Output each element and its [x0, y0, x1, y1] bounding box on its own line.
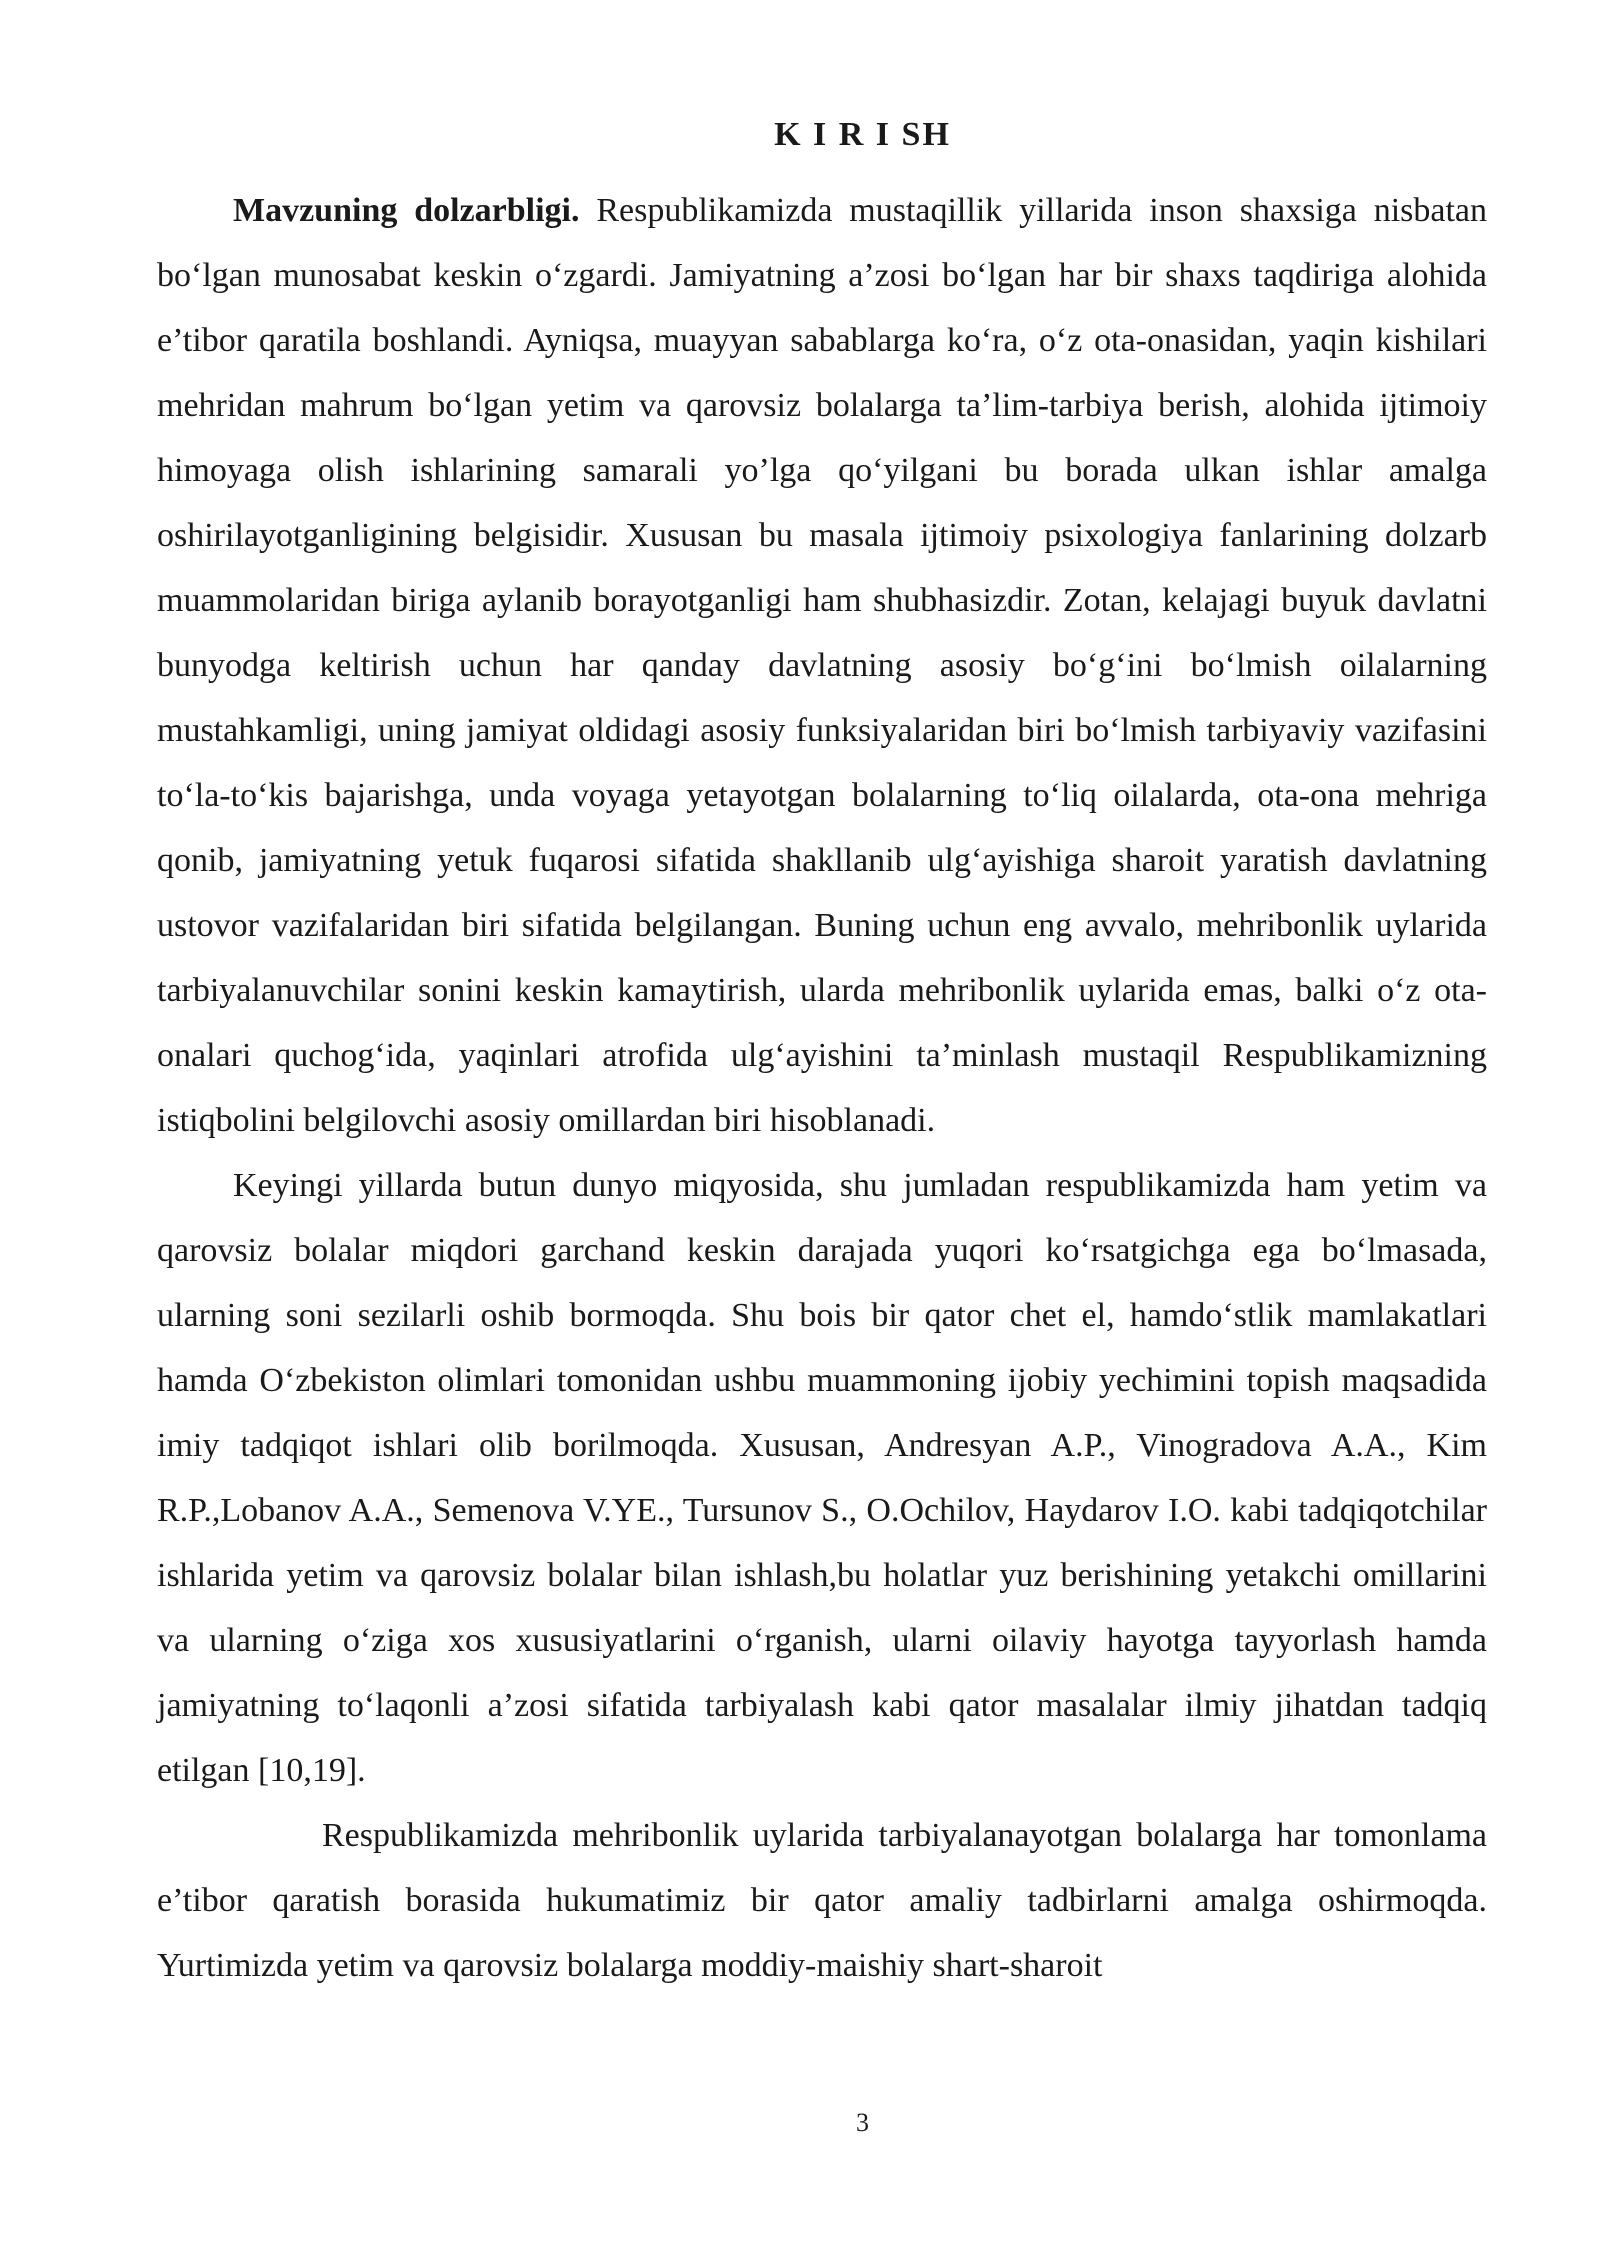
paragraph-lead: Mavzuning dolzarbligi. [233, 192, 580, 229]
document-body [157, 178, 1487, 1998]
paragraph-text: Keyingi yillarda butun dunyo miqyosida, shu jumladan respublikamizda ham yetim va qarovsiz bolalar miqdori garchand keskin darajada yuqori ko‘rsatgichga ega bo‘lmasada, ularning soni sezilarli oshib bormoqda. Shu bois bir qator chet el, hamdo‘stlik mamlakatlari hamda O‘zbekiston olimlari tomonidan ushbu muammoning ijobiy yechimini topish maqsadida imiy tadqiqot ishlari olib borilmoqda. Xususan, Andresyan A.P., Vinogradova A.A., Kim R.P.,Lobanov A.A., Semenova V.YE., Tursunov S., O.Ochilov, Haydarov I.O. kabi tadqiqotchilar ishlarida yetim va qarovsiz bolalar bilan ishlash,bu holatlar yuz berishining yetakchi omillarini va ularning o‘ziga xos xususiyatlarini o‘rganish, ularni oilaviy hayotga tayyorlash hamda jamiyatning to‘laqonli a’zosi sifatida tarbiyalash kabi qator masalalar ilmiy jihatdan tadqiq etilgan [10,19]. [157, 1167, 1487, 1789]
paragraph-text: Respublikamizda mehribonlik uylarida tarbiyalanayotgan bolalarga har tomonlama e’tibor qaratish borasida hukumatimiz bir qator amaliy tadbirlarni amalga oshirmoqda. Yurtimizda yetim va qarovsiz bolalarga moddiy-maishiy shart-sharoit [157, 1817, 1487, 1984]
page-title: K I R I SH [774, 116, 951, 153]
page-number: 3 [856, 2108, 869, 2137]
paragraph-relevance [157, 178, 1487, 1153]
paragraph-government [157, 1803, 1487, 1998]
paragraph-text: Respublikamizda mustaqillik yillarida inson shaxsiga nisbatan bo‘lgan munosabat keskin o‘zgardi. Jamiyatning a’zosi bo‘lgan har bir shaxs taqdiriga alohida e’tibor qaratila boshlandi. Ayniqsa, muayyan sabablarga ko‘ra, o‘z ota-onasidan, yaqin kishilari mehridan mahrum bo‘lgan yetim va qarovsiz bolalarga ta’lim-tarbiya berish, alohida ijtimoiy himoyaga olish ishlarining samarali yo’lga qo‘yilgani bu borada ulkan ishlar amalga oshirilayotganligining belgisidir. Xususan bu masala ijtimoiy psixologiya fanlarining dolzarb muammolaridan biriga aylanib borayotganligi ham shubhasizdir. Zotan, kelajagi buyuk davlatni bunyodga keltirish uchun har qanday davlatning asosiy bo‘g‘ini bo‘lmish oilalarning mustahkamligi, uning jamiyat oldidagi asosiy funksiyalaridan biri bo‘lmish tarbiyaviy vazifasini to‘la-to‘kis bajarishga, unda voyaga yetayotgan bolalarning to‘liq oilalarda, ota-ona mehriga qonib, jamiyatning yetuk fuqarosi sifatida shakllanib ulg‘ayishiga sharoit yaratish davlatning ustovor vazifalaridan biri sifatida belgilangan. Buning uchun eng avvalo, mehribonlik uylarida tarbiyalanuvchilar sonini keskin kamaytirish, ularda mehribonlik uylarida emas, balki o‘z ota-onalari quchog‘ida, yaqinlari atrofida ulg‘ayishini ta’minlash mustaqil Respublikamizning istiqbolini belgilovchi asosiy omillardan biri hisoblanadi. [157, 192, 1488, 1139]
paragraph-research [157, 1153, 1487, 1803]
